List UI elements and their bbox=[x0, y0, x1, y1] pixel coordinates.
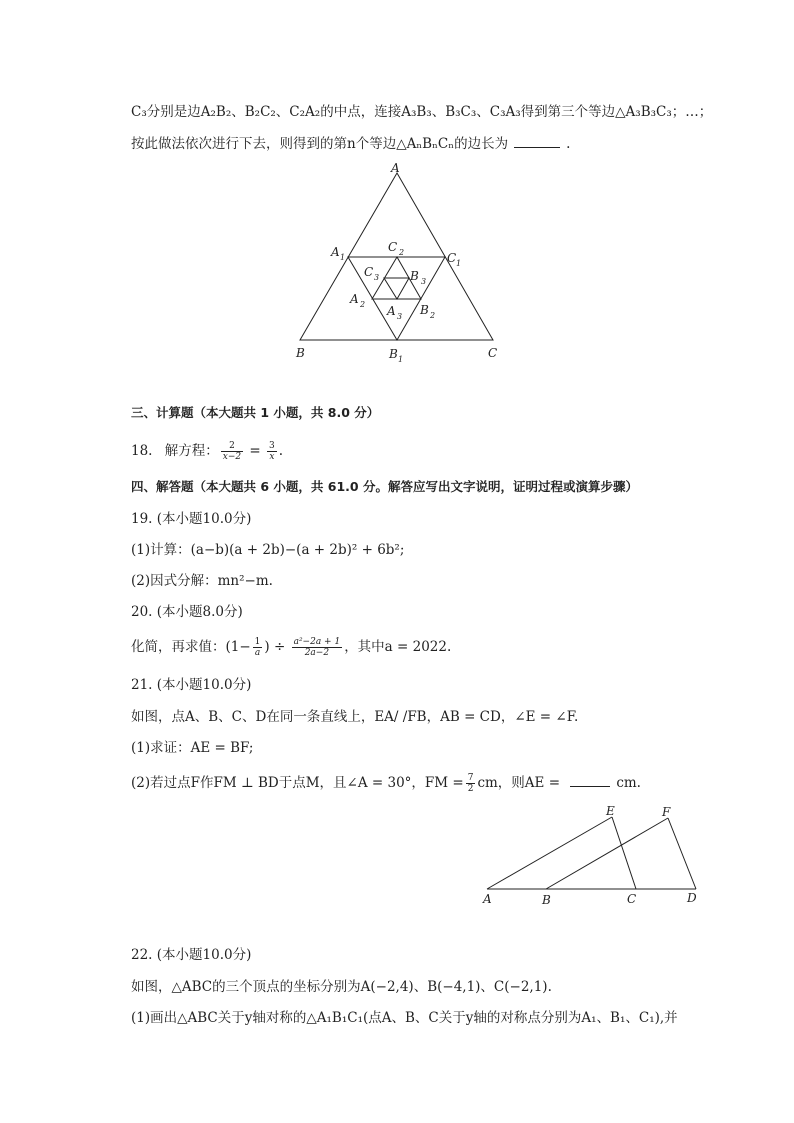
label-a3: A bbox=[387, 304, 396, 318]
section-4-heading: 四、解答题（本大题共 6 小题，共 61.0 分。解答应写出文字说明，证明过程或演算步骤） bbox=[131, 479, 638, 494]
label-a1: A bbox=[331, 245, 340, 259]
q18-frac-2: $\frac{3}{x}$ bbox=[269, 441, 275, 462]
q19-part-2: (2)因式分解：mn²−m. bbox=[131, 573, 273, 589]
label-a1-sub: 1 bbox=[340, 253, 346, 262]
q18-suffix: . bbox=[278, 443, 284, 459]
label-b1: B bbox=[389, 347, 398, 361]
section-3-heading: 三、计算题（本大题共 1 小题，共 8.0 分） bbox=[131, 405, 380, 420]
q20-body bbox=[131, 634, 451, 660]
label-c2: C bbox=[388, 240, 398, 254]
label-b3: B bbox=[410, 269, 419, 283]
fig2-label-d: D bbox=[687, 891, 697, 905]
intro-line-2-end: . bbox=[566, 136, 571, 152]
q21-answer-blank bbox=[570, 774, 610, 787]
q21-header: 21. (本小题10.0分) bbox=[131, 677, 252, 693]
q20-prefix: 化简，再求值：(1− bbox=[131, 639, 251, 655]
label-b3-sub: 3 bbox=[421, 277, 427, 286]
fig2-label-a: A bbox=[483, 892, 492, 906]
intro-line-2 bbox=[131, 135, 570, 153]
label-c2-sub: 2 bbox=[399, 248, 405, 257]
q22-part-1: (1)画出△ABC关于y轴对称的△A₁B₁C₁(点A、B、C关于y轴的对称点分别为A₁、B₁、C₁),并 bbox=[131, 1010, 678, 1026]
fig2-label-c: C bbox=[627, 892, 637, 906]
q21-part-2-suffix: cm. bbox=[616, 775, 641, 791]
label-c1-sub: 1 bbox=[456, 259, 462, 268]
q19-header: 19. (本小题10.0分) bbox=[131, 511, 252, 527]
label-b2-sub: 2 bbox=[430, 311, 436, 320]
label-a3-sub: 3 bbox=[397, 312, 403, 321]
label-a2-sub: 2 bbox=[360, 300, 366, 309]
segment-ae bbox=[487, 817, 612, 889]
fig2-label-e: E bbox=[606, 804, 615, 818]
label-b1-sub: 1 bbox=[398, 355, 404, 364]
q20-suffix: ，其中a = 2022. bbox=[344, 639, 452, 655]
q18-frac-1: $\frac{2}{x-2}$ bbox=[222, 441, 242, 462]
intro-line-1: C₃分别是边A₂B₂、B₂C₂、C₂A₂的中点，连接A₃B₃、B₃C₃、C₃A₃得到第三个等边△A₃B₃C₃；…； bbox=[131, 104, 713, 120]
q21-body: 如图，点A、B、C、D在同一条直线上，EA/ /FB，AB = CD，∠E = ∠F. bbox=[131, 709, 579, 725]
q18-prefix: 解方程： bbox=[164, 443, 219, 459]
q20-mid: ) ÷ bbox=[264, 639, 290, 655]
q19-part-1: (1)计算：(a−b)(a + 2b)−(a + 2b)² + 6b²; bbox=[131, 542, 405, 558]
q21-frac: $\frac{7}{2}$ bbox=[467, 773, 474, 794]
question-18 bbox=[131, 439, 283, 463]
q22-header: 22. (本小题10.0分) bbox=[131, 947, 252, 963]
label-a: A bbox=[391, 161, 400, 175]
q21-part-1: (1)求证：AE = BF; bbox=[131, 740, 254, 756]
fig2-label-f: F bbox=[662, 805, 671, 819]
q21-part-2-prefix: (2)若过点F作FM ⊥ BD于点M，且∠A = 30°，FM = bbox=[131, 775, 464, 791]
label-c3: C bbox=[364, 265, 374, 279]
q18-number: 18. bbox=[131, 443, 153, 459]
label-c: C bbox=[488, 346, 498, 360]
q22-body: 如图，△ABC的三个顶点的坐标分别为A(−2,4)、B(−4,1)、C(−2,1). bbox=[131, 979, 552, 995]
segment-ec bbox=[612, 817, 636, 889]
label-c1: C bbox=[447, 251, 457, 265]
segment-fd bbox=[668, 818, 696, 889]
q20-frac-1: $\frac{1}{a}$ bbox=[254, 637, 261, 658]
label-a2: A bbox=[350, 292, 359, 306]
q21-part-2 bbox=[131, 769, 641, 797]
fig2-label-b: B bbox=[542, 893, 551, 907]
q20-frac-2: $\frac{\text{a²−2a + 1}}{2a-2}$ bbox=[293, 637, 341, 658]
q20-header: 20. (本小题8.0分) bbox=[131, 604, 243, 620]
triangle-a3b3c3 bbox=[384, 278, 409, 299]
label-b: B bbox=[296, 346, 305, 360]
intro-line-2-text: 按此做法依次进行下去，则得到的第n个等边△AₙBₙCₙ的边长为 bbox=[131, 136, 509, 152]
answer-blank bbox=[514, 135, 560, 148]
segment-bf bbox=[546, 818, 668, 889]
label-b2: B bbox=[420, 303, 429, 317]
q21-part-2-mid: cm，则AE = bbox=[477, 775, 565, 791]
label-c3-sub: 3 bbox=[374, 273, 380, 282]
q18-equals: = bbox=[245, 443, 266, 459]
parallel-lines-figure bbox=[480, 800, 710, 910]
nested-triangle-figure bbox=[290, 160, 520, 370]
